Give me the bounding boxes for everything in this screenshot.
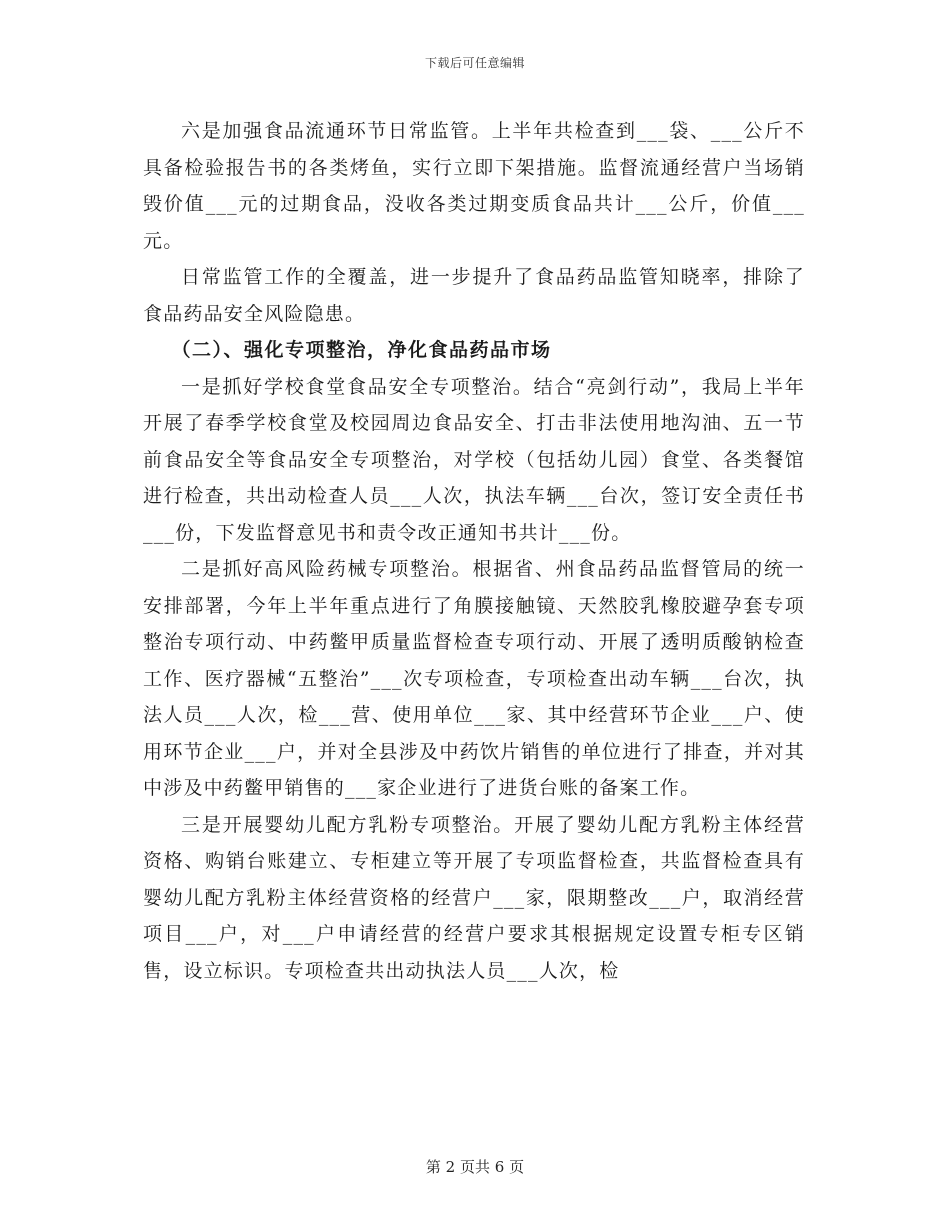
paragraph-coverage-summary: 日常监管工作的全覆盖，进一步提升了食品药品监管知晓率，排除了食品药品安全风险隐患。 xyxy=(143,266,805,325)
paragraph-high-risk-devices: 二是抓好高风险药械专项整治。根据省、州食品药品监督管局的统一安排部署，今年上半年重点进行了角膜接触镜、天然胶乳橡胶避孕套专项整治专项行动、中药鳖甲质量监督检查专项行动、开展了透明质酸钠检查工作、医疗器械“五整治”___次专项检查，专项检查出动车辆___台次，执法人员___人次，检___营、使用单位___家、其中经营环节企业___户、使用环节企业___户，并对全县涉及中药饮片销售的单位进行了排查，并对其中涉及中药鳖甲销售的___家企业进行了进货台账的备案工作。 xyxy=(143,558,805,799)
paragraph-daily-supervision: 六是加强食品流通环节日常监管。上半年共检查到___袋、___公斤不具备检验报告书的各类烤鱼，实行立即下架措施。监督流通经营户当场销毁价值___元的过期食品，没收各类过期变质食品共计___公斤，价值___元。 xyxy=(143,120,805,252)
paragraph-infant-formula: 三是开展婴幼儿配方乳粉专项整治。开展了婴幼儿配方乳粉主体经营资格、购销台账建立、专柜建立等开展了专项监督检查，共监督检查具有婴幼儿配方乳粉主体经营资格的经营户___家，限期整改___户，取消经营项目___户，对___户申请经营的经营户要求其根据规定设置专柜专区销售，设立标识。专项检查共出动执法人员___人次，检 xyxy=(143,813,805,982)
section-heading: （二）、强化专项整治，净化食品药品市场 xyxy=(171,339,552,361)
page-header: 下载后可任意编辑 xyxy=(424,56,525,70)
document-body xyxy=(143,113,805,989)
paragraph-school-canteen: 一是抓好学校食堂食品安全专项整治。结合“亮剑行动”，我局上半年开展了春季学校食堂及校园周边食品安全、打击非法使用地沟油、五一节前食品安全等食品安全专项整治，对学校（包括幼儿园）食堂、各类餐馆进行检查，共出动检查人员___人次，执法车辆___台次，签订安全责任书___份，下发监督意见书和责令改正通知书共计___份。 xyxy=(143,375,805,544)
page-footer: 第 2 页共 6 页 xyxy=(425,1158,525,1176)
